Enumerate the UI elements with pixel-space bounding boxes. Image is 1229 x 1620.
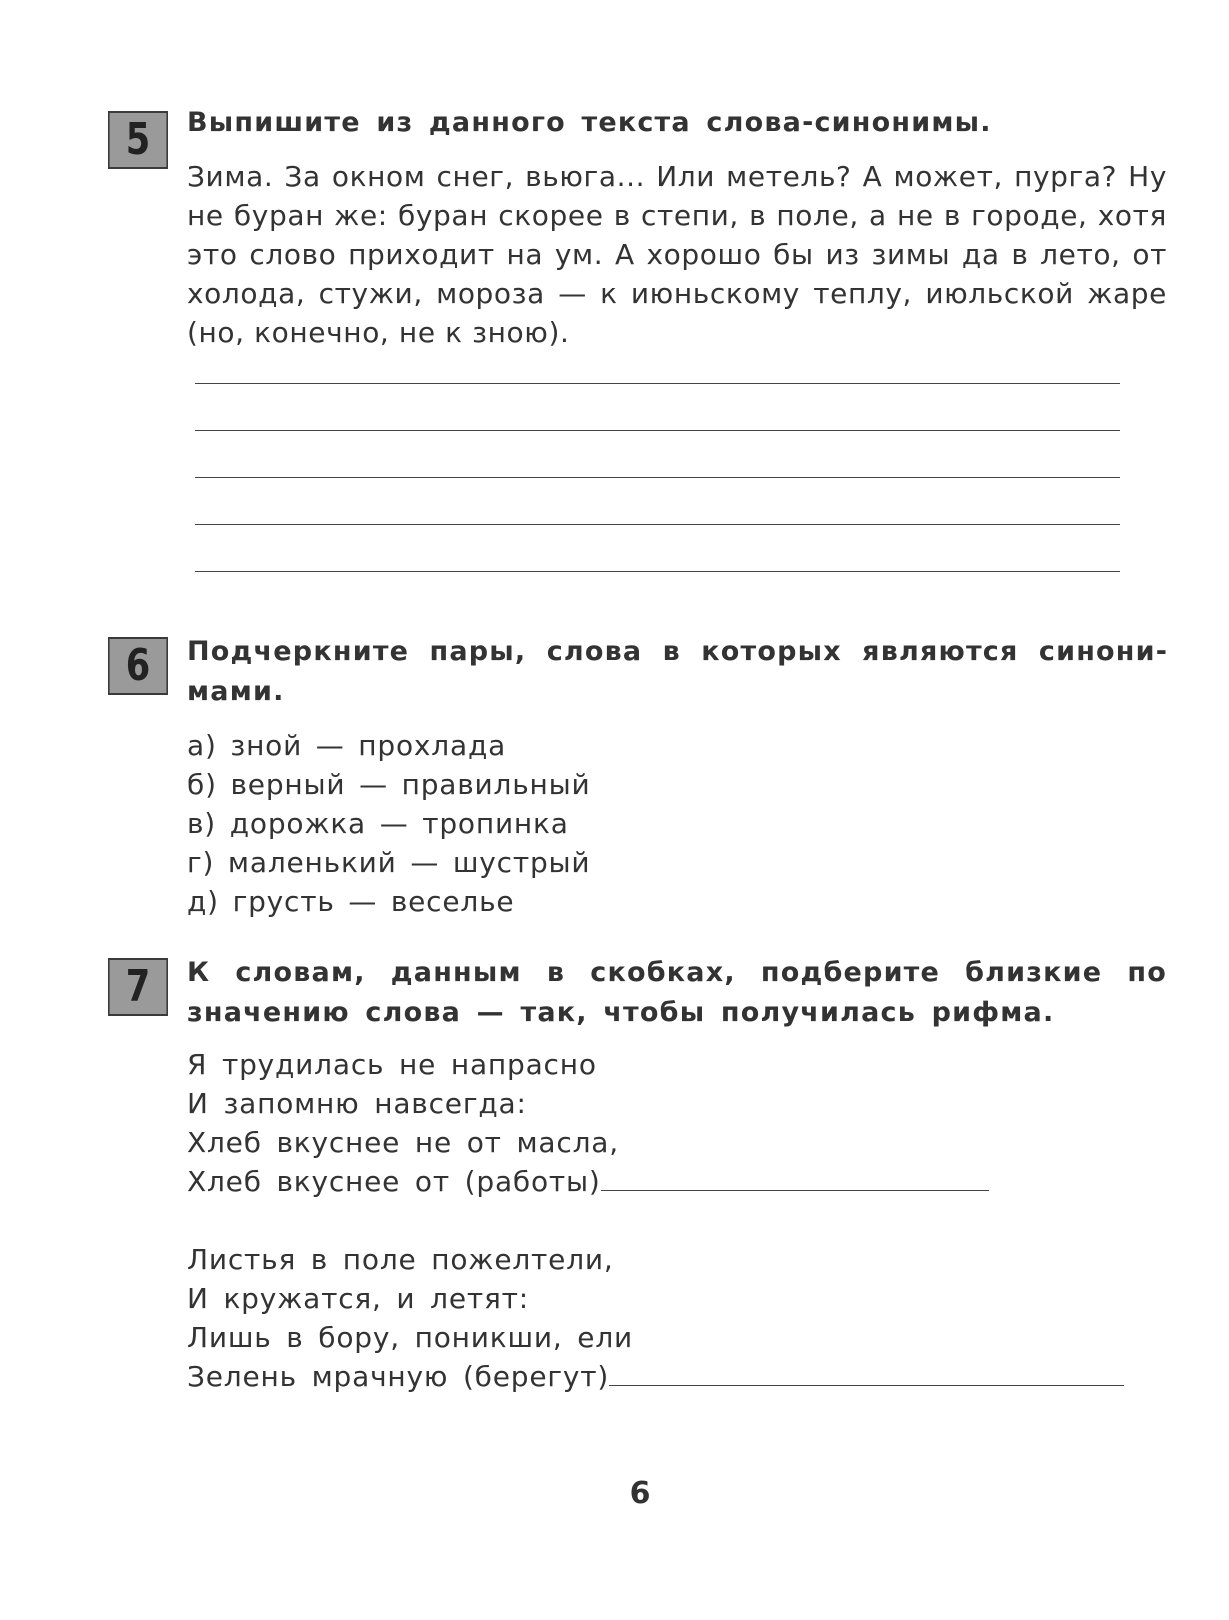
options-list: [187, 726, 591, 921]
list-item[interactable]: г) маленький — шустрый: [187, 846, 591, 879]
task-title: К словам, данным в скобках, подберите близкие по значению слова — так, чтобы получилась рифма.: [187, 957, 1167, 1028]
page-number: 6: [629, 1476, 651, 1511]
poem-line: Хлеб вкуснее не от масла,: [187, 1126, 619, 1159]
answer-line[interactable]: [195, 524, 1120, 525]
list-item[interactable]: д) грусть — веселье: [187, 885, 515, 918]
list-item[interactable]: в) дорожка — тропинка: [187, 807, 569, 840]
list-item[interactable]: б) верный — правильный: [187, 768, 591, 801]
poem-line: И кружатся, и летят:: [187, 1282, 529, 1315]
task-number-badge: 7: [108, 958, 168, 1016]
task-text: Зима. За окном снег, вьюга... Или метель? А может, пурга? Ну не буран же: буран скорее в степи, в поле, а не в городе, хотя это слово приходит на ум. А хорошо бы из зимы да в лето, от холода, стужи, мороза — к июньскому теплу, июльской жаре (но, конечно, не к зною).: [187, 160, 1167, 349]
poem-line-text: Зелень мрачную (берегут): [187, 1360, 610, 1393]
poem-line-text: Хлеб вкуснее от (работы): [187, 1165, 601, 1198]
poem-line: Листья в поле пожелтели,: [187, 1243, 614, 1276]
answer-line[interactable]: [195, 430, 1120, 431]
answer-line[interactable]: [195, 383, 1120, 384]
answer-line[interactable]: [195, 571, 1120, 572]
task-number-badge: 6: [108, 637, 168, 695]
poem-line: Я трудилась не напрасно: [187, 1048, 597, 1081]
poem-line-with-blank: [187, 1162, 989, 1201]
answer-line[interactable]: [195, 477, 1120, 478]
answer-blank[interactable]: [609, 1363, 1124, 1386]
task-title: Подчеркните пары, слова в которых являются синонимами.: [187, 636, 1167, 707]
poem-line: И запомню навсегда:: [187, 1087, 527, 1120]
poem-line: Лишь в бору, поникши, ели: [187, 1321, 634, 1354]
poem-line-with-blank: [187, 1357, 1124, 1396]
poem-stanza: [187, 1240, 1124, 1396]
list-item[interactable]: а) зной — прохлада: [187, 729, 507, 762]
task-number-badge: 5: [108, 111, 168, 169]
answer-blank[interactable]: [601, 1168, 989, 1191]
task-title: Выпишите из данного текста слова-синонимы.: [187, 107, 992, 138]
poem-stanza: [187, 1045, 989, 1201]
